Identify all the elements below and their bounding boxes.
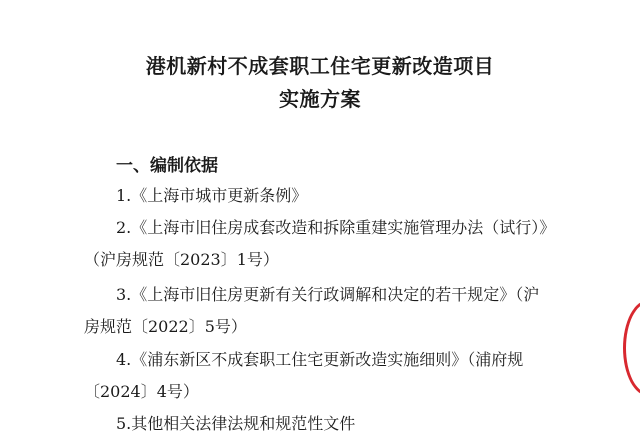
list-item-4-line1: 4.《浦东新区不成套职工住宅更新改造实施细则》（浦府规 <box>116 350 524 369</box>
list-item-3-line2: 房规范〔2022〕5号） <box>84 317 247 336</box>
section-heading: 一、编制依据 <box>116 156 218 176</box>
list-item-4-line2: 〔2024〕4号） <box>84 382 199 401</box>
list-item-1: 1.《上海市城市更新条例》 <box>116 186 308 205</box>
list-item-2-line1: 2.《上海市旧住房成套改造和拆除重建实施管理办法（试行）》 <box>116 218 556 237</box>
document-title-line1: 港机新村不成套职工住宅更新改造项目 <box>145 54 495 78</box>
document-title-line2: 实施方案 <box>279 87 361 111</box>
list-item-3-line1: 3.《上海市旧住房更新有关行政调解和决定的若干规定》（沪 <box>116 285 540 304</box>
list-item-2-line2: （沪房规范〔2023〕1号） <box>84 250 279 269</box>
red-seal-stamp <box>623 300 640 396</box>
list-item-5: 5.其他相关法律法规和规范性文件 <box>116 414 356 433</box>
